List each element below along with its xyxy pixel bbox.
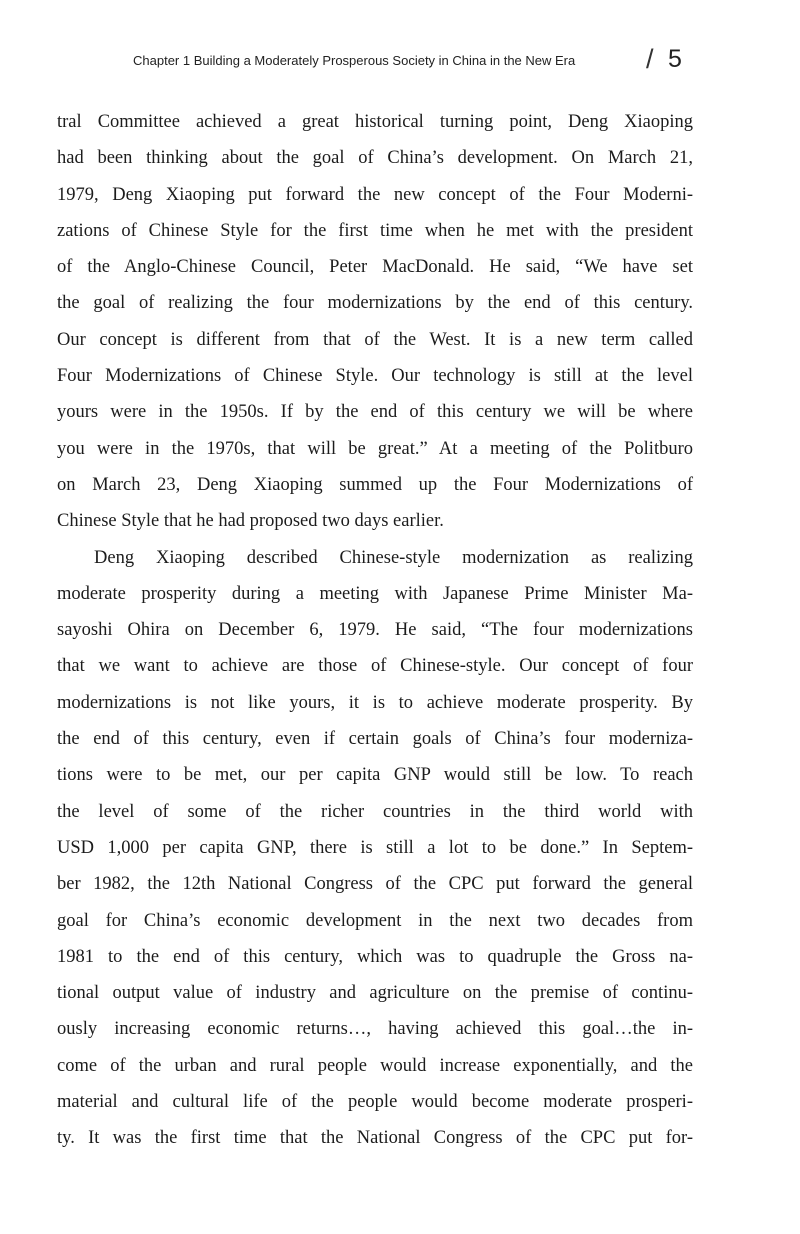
text-line: Chinese Style that he had proposed two days earlier. [57, 511, 444, 532]
text-line: come of the urban and rural people would increase exponentially, and the [57, 1055, 693, 1076]
body-text [57, 104, 693, 1157]
text-line: you were in the 1970s, that will be great.” At a meeting of the Politburo [57, 438, 693, 459]
text-line: modernizations is not like yours, it is to achieve moderate prosperity. By [57, 692, 693, 713]
text-line: 1981 to the end of this century, which was to quadruple the Gross na- [57, 946, 693, 967]
chapter-title: Chapter 1 Building a Moderately Prosperous Society in China in the New Era [133, 53, 576, 68]
text-line: material and cultural life of the people would become moderate prosperi- [57, 1092, 693, 1113]
paragraph-1 [57, 104, 693, 540]
text-line: sayoshi Ohira on December 6, 1979. He said, “The four modernizations [57, 620, 693, 641]
text-line: tral Committee achieved a great historical turning point, Deng Xiaoping [57, 112, 693, 132]
text-line: tional output value of industry and agriculture on the premise of continu- [57, 983, 693, 1004]
text-line: of the Anglo-Chinese Council, Peter MacDonald. He said, “We have set [57, 257, 693, 278]
text-line: had been thinking about the goal of China’s development. On March 21, [57, 148, 693, 169]
text-line: goal for China’s economic development in the next two decades from [57, 910, 693, 931]
text-line: 1979, Deng Xiaoping put forward the new concept of the Four Moderni- [57, 184, 693, 205]
text-line: yours were in the 1950s. If by the end of this century we will be where [57, 402, 693, 423]
text-line: moderate prosperity during a meeting with Japanese Prime Minister Ma- [57, 583, 693, 604]
text-line: ber 1982, the 12th National Congress of the CPC put forward the general [57, 874, 693, 895]
text-line: that we want to achieve are those of Chinese-style. Our concept of four [57, 656, 693, 677]
text-line: the goal of realizing the four modernizations by the end of this century. [57, 293, 693, 314]
text-line: zations of Chinese Style for the first time when he met with the president [57, 220, 693, 241]
paragraph-2 [57, 540, 693, 1157]
text-line: the level of some of the richer countries in the third world with [57, 801, 693, 822]
text-line: Deng Xiaoping described Chinese-style modernization as realizing [94, 547, 693, 568]
page-number: 5 [668, 45, 682, 73]
text-line: Our concept is different from that of the West. It is a new term called [57, 329, 693, 350]
header-separator: / [646, 44, 654, 74]
text-line: Four Modernizations of Chinese Style. Our technology is still at the level [57, 366, 693, 387]
text-line: on March 23, Deng Xiaoping summed up the Four Modernizations of [57, 474, 693, 495]
text-line: USD 1,000 per capita GNP, there is still a lot to be done.” In Septem- [57, 837, 693, 858]
text-line: ty. It was the first time that the National Congress of the CPC put for- [57, 1128, 693, 1149]
text-line: tions were to be met, our per capita GNP would still be low. To reach [57, 765, 693, 786]
text-line: the end of this century, even if certain goals of China’s four moderniza- [57, 729, 693, 750]
running-header [0, 44, 800, 78]
text-line: ously increasing economic returns…, having achieved this goal…the in- [57, 1019, 693, 1040]
